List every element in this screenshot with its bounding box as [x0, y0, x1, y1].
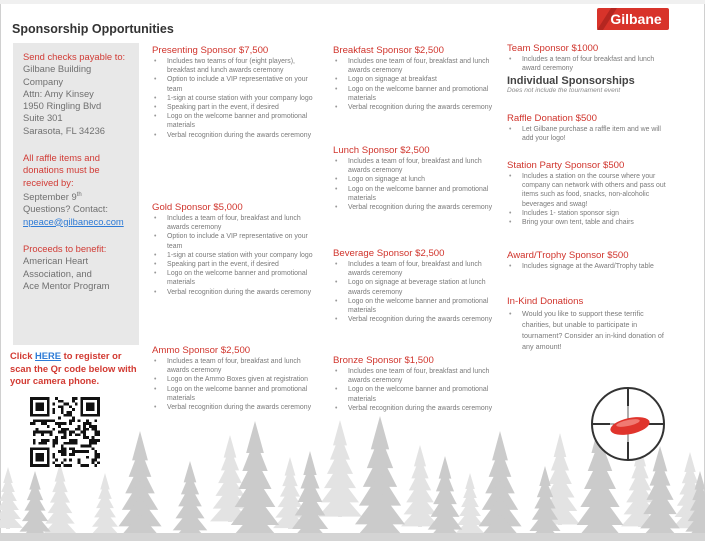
benefit-item: • Logo on signage at lunch [333, 175, 499, 184]
column-1 [152, 45, 324, 144]
benefits-list [333, 367, 499, 413]
click-rest: to register or scan the Qr code below with your camera phone. [10, 350, 137, 386]
benefits-list [507, 308, 672, 352]
click-prefix: Click [10, 350, 36, 361]
benefit-item: • Includes a team of four, breakfast and lunch awards ceremony [333, 157, 499, 175]
benefit-item: • Verbal recognition during the awards ceremony [333, 203, 499, 212]
benefit-item: • 1-sign at course station with your company logo [152, 251, 324, 260]
column-1-gold [152, 202, 324, 301]
raffle-date-text: September 9 [23, 191, 77, 203]
benefits-list [333, 57, 499, 112]
benefits-list [507, 55, 672, 73]
benefit-item: • Option to include a VIP representative on your team [152, 75, 324, 93]
benefit-item: • Includes a team of four, breakfast and lunch awards ceremony [152, 357, 324, 375]
benefit-item: • Includes one team of four, breakfast and lunch awards ceremony [333, 57, 499, 75]
questions-label: Questions? Contact: [23, 203, 108, 215]
benefit-item: • Would you like to support these terrific charities, but unable to participate in tournament? Consider an in-kind donation of any amount! [507, 308, 672, 352]
address-line: Company [23, 75, 64, 87]
benefit-item: • Verbal recognition during the awards ceremony [152, 131, 324, 140]
sponsor-title: Award/Trophy Sponsor $500 [507, 250, 629, 261]
benefit-item: • Logo on the welcome banner and promotional materials [152, 269, 324, 287]
benefit-item: • Verbal recognition during the awards ceremony [152, 403, 324, 412]
column-3-raffle [507, 113, 672, 143]
sponsor-title: Breakfast Sponsor $2,500 [333, 45, 444, 56]
sponsor-title: Ammo Sponsor $2,500 [152, 345, 251, 356]
raffle-date-suffix: th [76, 191, 82, 198]
benefits-list [152, 357, 324, 412]
benefit-item: • Logo on the welcome banner and promotional materials [333, 297, 499, 315]
beneficiary-line: Association, and [23, 267, 92, 279]
benefit-item: • Speaking part in the event, if desired [152, 103, 324, 112]
column-3-station [507, 160, 672, 227]
benefit-item: • Verbal recognition during the awards ceremony [152, 288, 324, 297]
benefits-list [507, 262, 672, 271]
benefits-list [507, 125, 672, 143]
benefits-list [333, 260, 499, 324]
benefits-list [333, 157, 499, 212]
benefit-item: • Verbal recognition during the awards ceremony [333, 103, 499, 112]
benefit-item: • Includes signage at the Award/Trophy table [507, 262, 672, 271]
raffle-deadline-block [23, 152, 124, 228]
column-2-breakfast [333, 45, 499, 112]
benefit-item: • Bring your own tent, table and chairs [507, 218, 672, 227]
column-2-beverage [333, 248, 499, 324]
raffle-line: donations must be [23, 164, 100, 176]
benefit-item: • Includes a team of four, breakfast and lunch awards ceremony [152, 214, 324, 232]
benefit-item: • Logo on the welcome banner and promotional materials [333, 85, 499, 103]
proceeds-heading: Proceeds to benefit: [23, 243, 107, 254]
checks-heading: Send checks payable to: [23, 51, 126, 62]
address-line: Gilbane Building [23, 63, 92, 75]
benefit-item: • Includes a station on the course where your company can network with others and pass out items such as food, snacks, non-alcoholic beverages and swag! [507, 172, 672, 209]
qr-code-icon[interactable] [30, 397, 100, 467]
benefit-item: • Let Gilbane purchase a raffle item and we will add your logo! [507, 125, 672, 143]
address-line: Attn: Amy Kinsey [23, 87, 94, 99]
benefit-item: • Speaking part in the event, if desired [152, 260, 324, 269]
page-title: Sponsorship Opportunities [12, 22, 174, 36]
benefit-item: • Includes two teams of four (eight players), breakfast and lunch awards ceremony [152, 57, 324, 75]
benefit-item: • Includes one team of four, breakfast and lunch awards ceremony [333, 367, 499, 385]
top-bar [0, 0, 705, 4]
sponsor-section [152, 345, 324, 412]
address-line: Sarasota, FL 34236 [23, 124, 105, 136]
raffle-date [23, 189, 124, 203]
individual-heading: Individual Sponsorships [507, 75, 635, 88]
column-1-ammo [152, 345, 324, 416]
individual-note: Does not include the tournament event [507, 87, 621, 95]
sponsor-title: Team Sponsor $1000 [507, 43, 599, 54]
proceeds-block [23, 243, 110, 292]
column-3-team [507, 43, 672, 100]
sponsor-section [152, 202, 324, 297]
sponsor-title: Lunch Sponsor $2,500 [333, 145, 430, 156]
benefit-item: • Verbal recognition during the awards ceremony [333, 404, 499, 413]
benefit-item: • Logo on the welcome banner and promotional materials [152, 385, 324, 403]
sponsor-title: In-Kind Donations [507, 296, 584, 307]
benefit-item: • Logo on the welcome banner and promotional materials [333, 385, 499, 403]
benefits-list [152, 214, 324, 297]
sponsor-title: Raffle Donation $500 [507, 113, 597, 124]
benefit-item: • Includes a team of four, breakfast and lunch awards ceremony [333, 260, 499, 278]
sponsor-section [152, 45, 324, 140]
address-line: 1950 Ringling Blvd [23, 100, 102, 112]
sponsor-title: Bronze Sponsor $1,500 [333, 355, 434, 366]
benefit-item: • Logo on signage at breakfast [333, 75, 499, 84]
benefits-list [152, 57, 324, 140]
benefit-item: • Verbal recognition during the awards ceremony [333, 315, 499, 324]
sponsor-title: Beverage Sponsor $2,500 [333, 248, 445, 259]
column-3-inkind [507, 296, 672, 352]
benefit-item: • Logo on the Ammo Boxes given at registration [152, 375, 324, 384]
beneficiary-line: Ace Mentor Program [23, 279, 110, 291]
column-3-award [507, 250, 672, 271]
contact-email-link[interactable]: npeace@gilbaneco.com [23, 215, 124, 227]
benefit-item: • 1-sign at course station with your company logo [152, 94, 324, 103]
column-2-bronze [333, 355, 499, 413]
crosshair-target-icon [588, 384, 668, 464]
logo-text: Gilbane [610, 11, 662, 27]
sponsor-title: Station Party Sponsor $500 [507, 160, 625, 171]
sponsor-title: Presenting Sponsor $7,500 [152, 45, 269, 56]
checks-block [23, 51, 125, 137]
benefit-item: • Logo on the welcome banner and promotional materials [152, 112, 324, 130]
register-here-link[interactable]: HERE [35, 350, 62, 361]
benefit-item: • Option to include a VIP representative on your team [152, 232, 324, 250]
register-instructions [10, 350, 145, 388]
sponsor-title: Gold Sponsor $5,000 [152, 202, 243, 213]
benefits-list [507, 172, 672, 227]
sidebar-info-panel [13, 43, 139, 345]
address-line: Suite 301 [23, 112, 63, 124]
gilbane-logo-icon [597, 8, 669, 30]
raffle-line: All raffle items and [23, 152, 100, 163]
beneficiary-line: American Heart [23, 255, 89, 267]
column-2-lunch [333, 145, 499, 212]
benefit-item: • Logo on the welcome banner and promotional materials [333, 185, 499, 203]
benefit-item: • Includes 1- station sponsor sign [507, 209, 672, 218]
benefit-item: • Includes a team of four breakfast and lunch award ceremony [507, 55, 672, 73]
raffle-line: received by: [23, 176, 74, 188]
benefit-item: • Logo on signage at beverage station at lunch awards ceremony [333, 278, 499, 296]
